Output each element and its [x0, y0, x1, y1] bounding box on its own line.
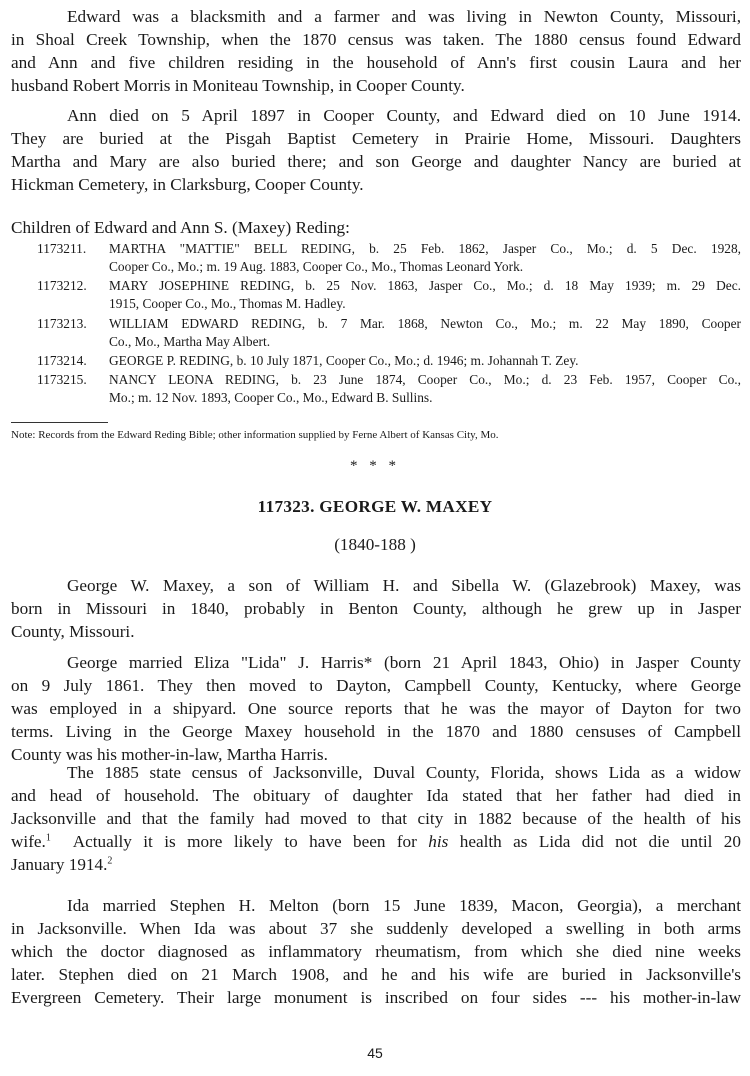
- child-text-line: WILLIAM EDWARD REDING, b. 7 Mar. 1868, Newton Co., Mo.; m. 22 May 1890, Cooper: [109, 316, 741, 331]
- text-fragment: wife.: [11, 832, 46, 851]
- paragraph-ida-melton: [11, 894, 741, 1009]
- child-number: 1173213.: [37, 316, 87, 331]
- section-separator: * * *: [350, 458, 400, 474]
- child-text-line: Co., Mo., Martha May Albert.: [109, 334, 271, 349]
- child-number: 1173212.: [37, 278, 87, 293]
- emphasis-text: his: [428, 832, 449, 851]
- text-line: born in Missouri in 1840, probably in Benton County, although he grew up in Jasper: [11, 599, 741, 618]
- child-number: 1173214.: [37, 353, 87, 368]
- text-line: Jacksonville and that the family had moved to that city in 1882 because of the health of his: [11, 809, 741, 828]
- text-line: terms. Living in the George Maxey household in the 1870 and 1880 censuses of Campbell: [11, 722, 741, 741]
- page-number: 45: [367, 1045, 383, 1061]
- text-line: George married Eliza "Lida" J. Harris* (born 21 April 1843, Ohio) in Jasper County: [67, 653, 741, 672]
- child-text-line: MARTHA "MATTIE" BELL REDING, b. 25 Feb. 1862, Jasper Co., Mo.; d. 5 Dec. 1928,: [109, 241, 741, 256]
- section-dates: (1840-188 ): [334, 535, 416, 554]
- text-line: on 9 July 1861. They then moved to Dayton, Campbell County, Kentucky, where George: [11, 676, 741, 695]
- text-line: Edward was a blacksmith and a farmer and was living in Newton County, Missouri,: [67, 7, 741, 26]
- paragraph-jacksonville-census: [11, 761, 741, 876]
- text-line: Ann died on 5 April 1897 in Cooper County, and Edward died on 10 June 1914.: [67, 106, 741, 125]
- child-number: 1173215.: [37, 372, 87, 387]
- child-text-line: NANCY LEONA REDING, b. 23 June 1874, Cooper Co., Mo.; d. 23 Feb. 1957, Cooper Co.,: [109, 372, 741, 387]
- text-line: Martha and Mary are also buried there; and son George and daughter Nancy are buried at: [11, 152, 741, 171]
- text-line: They are buried at the Pisgah Baptist Cemetery in Prairie Home, Missouri. Daughters: [11, 129, 741, 148]
- text-line: Evergreen Cemetery. Their large monument is inscribed on four sides --- his mother-in-law: [11, 988, 741, 1007]
- child-number: 1173211.: [37, 241, 87, 256]
- text-line: County, Missouri.: [11, 622, 135, 641]
- text-line: later. Stephen died on 21 March 1908, and he and his wife are buried in Jacksonville's: [11, 965, 741, 984]
- child-text-line: MARY JOSEPHINE REDING, b. 25 Nov. 1863, Jasper Co., Mo.; d. 18 May 1939; m. 29 Dec.: [109, 278, 741, 293]
- child-text-line: 1915, Cooper Co., Mo., Thomas M. Hadley.: [109, 296, 346, 311]
- text-fragment: health as Lida did not die until 20: [448, 832, 741, 851]
- text-line: in Jacksonville. When Ida was about 37 she suddenly developed a swelling in both arms: [11, 919, 741, 938]
- text-line: County was his mother-in-law, Martha Harris.: [11, 745, 328, 764]
- text-line: husband Robert Morris in Moniteau Township, in Cooper County.: [11, 76, 465, 95]
- children-heading: Children of Edward and Ann S. (Maxey) Reding:: [11, 218, 350, 237]
- text-line: Ida married Stephen H. Melton (born 15 June 1839, Macon, Georgia), a merchant: [67, 896, 741, 915]
- text-fragment: January 1914.: [11, 855, 108, 874]
- footnote-marker: 2: [107, 855, 113, 867]
- paragraph-edward-census: [11, 5, 741, 97]
- text-line: The 1885 state census of Jacksonville, Duval County, Florida, shows Lida as a widow: [67, 763, 741, 782]
- text-line: [11, 853, 741, 876]
- paragraph-george-marriage: [11, 651, 741, 766]
- paragraph-george-birth: [11, 574, 741, 643]
- text-line: and Ann and five children residing in the household of Ann's first cousin Laura and her: [11, 53, 741, 72]
- paragraph-deaths-burials: [11, 104, 741, 196]
- child-text-line: Mo.; m. 12 Nov. 1893, Cooper Co., Mo., Edward B. Sullins.: [109, 390, 433, 405]
- footnote: Note: Records from the Edward Reding Bible; other information supplied by Ferne Albert of Kansas City, Mo.: [11, 429, 499, 441]
- text-line: and head of household. The obituary of daughter Ida stated that her father had died in: [11, 786, 741, 805]
- text-line: Hickman Cemetery, in Clarksburg, Cooper County.: [11, 175, 364, 194]
- footnote-marker: 1: [45, 832, 51, 844]
- child-text-line: GEORGE P. REDING, b. 10 July 1871, Cooper Co., Mo.; d. 1946; m. Johannah T. Zey.: [109, 353, 579, 368]
- footnote-rule: [11, 422, 108, 423]
- text-line: George W. Maxey, a son of William H. and Sibella W. (Glazebrook) Maxey, was: [67, 576, 741, 595]
- text-fragment: Actually it is more likely to have been for: [50, 832, 429, 851]
- section-title: 117323. GEORGE W. MAXEY: [257, 497, 493, 516]
- child-text-line: Cooper Co., Mo.; m. 19 Aug. 1883, Cooper Co., Mo., Thomas Leonard York.: [109, 259, 524, 274]
- text-line: in Shoal Creek Township, when the 1870 census was taken. The 1880 census found Edward: [11, 30, 741, 49]
- text-line: [11, 830, 741, 853]
- text-line: which the doctor diagnosed as inflammatory rheumatism, from which she died nine weeks: [11, 942, 741, 961]
- text-line: was employed in a shipyard. One source reports that he was the mayor of Dayton for two: [11, 699, 741, 718]
